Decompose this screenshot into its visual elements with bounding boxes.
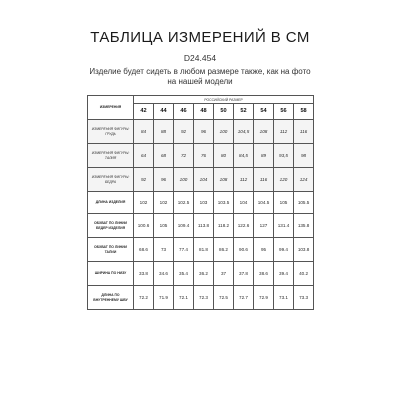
measurement-value: 77.4 xyxy=(174,238,194,262)
size-header-cell: 46 xyxy=(174,104,194,120)
article-number: D24.454 xyxy=(183,53,217,63)
measurement-row xyxy=(88,168,314,192)
size-header-cell: 50 xyxy=(214,104,234,120)
measurement-value: 104 xyxy=(234,192,254,214)
measurement-value: 100 xyxy=(174,168,194,192)
measurement-value: 98 xyxy=(294,144,314,168)
measurement-value: 103.5 xyxy=(214,192,234,214)
measurement-value: 103.8 xyxy=(294,238,314,262)
size-header-cell: 48 xyxy=(194,104,214,120)
measurement-label: ОБХВАТ ПО ЛИНИИ БЕДЕР ИЗДЕЛИЯ xyxy=(88,214,134,238)
measurement-label: ИЗМЕРЕНИЯ ФИГУРЫ: ГРУДЬ xyxy=(88,120,134,144)
measurement-value: 112 xyxy=(234,168,254,192)
measurement-value: 36.2 xyxy=(194,262,214,286)
measurement-row xyxy=(88,214,314,238)
measurement-value: 131.4 xyxy=(274,214,294,238)
page-title: ТАБЛИЦА ИЗМЕРЕНИЙ В СМ xyxy=(90,29,310,46)
measurement-value: 37 xyxy=(214,262,234,286)
measurement-value: 127 xyxy=(254,214,274,238)
measurement-value: 89 xyxy=(254,144,274,168)
measurement-value: 102 xyxy=(134,192,154,214)
measurement-label: ИЗМЕРЕНИЯ ФИГУРЫ: ТАЛИЯ xyxy=(88,144,134,168)
measurement-value: 118.2 xyxy=(214,214,234,238)
measurement-value: 72.1 xyxy=(174,286,194,310)
measurement-value: 72.9 xyxy=(254,286,274,310)
corner-label: ИЗМЕРЕНИЯ xyxy=(88,96,134,120)
measurement-value: 84,5 xyxy=(234,144,254,168)
measurement-value: 81.8 xyxy=(194,238,214,262)
measurement-value: 105 xyxy=(154,214,174,238)
measurement-value: 72.5 xyxy=(214,286,234,310)
measurement-label: ДЛИНА ПО ВНУТРЕННЕМУ ШВУ xyxy=(88,286,134,310)
measurement-value: 40.2 xyxy=(294,262,314,286)
fit-note: Изделие будет сидеть в любом размере также, как на фото на нашей модели xyxy=(89,67,311,86)
measurement-value: 88 xyxy=(154,120,174,144)
measurement-value: 108 xyxy=(254,120,274,144)
measurement-value: 92 xyxy=(174,120,194,144)
size-header-cell: 56 xyxy=(274,104,294,120)
measurement-row xyxy=(88,120,314,144)
measurement-value: 39.4 xyxy=(274,262,294,286)
measurement-value: 95 xyxy=(254,238,274,262)
measurement-value: 73.3 xyxy=(294,286,314,310)
measurement-label: ИЗМЕРЕНИЯ ФИГУРЫ: БЕДРА xyxy=(88,168,134,192)
measurement-value: 99.4 xyxy=(274,238,294,262)
measurement-value: 100.6 xyxy=(134,214,154,238)
measurement-value: 33.8 xyxy=(134,262,154,286)
measurement-value: 96 xyxy=(154,168,174,192)
measurement-row xyxy=(88,286,314,310)
measurement-value: 92 xyxy=(134,168,154,192)
measurement-value: 112 xyxy=(274,120,294,144)
measurement-value: 72.7 xyxy=(234,286,254,310)
measurement-value: 116 xyxy=(294,120,314,144)
measurement-value: 100 xyxy=(214,120,234,144)
size-header-cell: 52 xyxy=(234,104,254,120)
measurement-value: 68 xyxy=(154,144,174,168)
size-header-cell: 44 xyxy=(154,104,174,120)
measurement-value: 84 xyxy=(134,120,154,144)
measurement-value: 34.6 xyxy=(154,262,174,286)
measurement-value: 71.9 xyxy=(154,286,174,310)
measurement-value: 64 xyxy=(134,144,154,168)
measurement-value: 109.4 xyxy=(174,214,194,238)
measurement-value: 35.4 xyxy=(174,262,194,286)
measurement-value: 116 xyxy=(254,168,274,192)
measurement-value: 37.8 xyxy=(234,262,254,286)
measurement-label: ШИРИНА ПО НИЗУ xyxy=(88,262,134,286)
measurement-value: 135.8 xyxy=(294,214,314,238)
measurement-value: 105 xyxy=(274,192,294,214)
measurement-value: 38.6 xyxy=(254,262,274,286)
measurement-label: ОБХВАТ ПО ЛИНИИ ТАЛИИ xyxy=(88,238,134,262)
measurement-value: 90.6 xyxy=(234,238,254,262)
measurement-value: 103 xyxy=(194,192,214,214)
measurement-value: 120 xyxy=(274,168,294,192)
measurement-row xyxy=(88,144,314,168)
measurement-value: 108 xyxy=(214,168,234,192)
size-header-cell: 42 xyxy=(134,104,154,120)
measurement-value: 113.8 xyxy=(194,214,214,238)
measurement-value: 93,5 xyxy=(274,144,294,168)
measurement-value: 86.2 xyxy=(214,238,234,262)
measurement-row xyxy=(88,262,314,286)
size-header-cell: 58 xyxy=(294,104,314,120)
size-header-cell: 54 xyxy=(254,104,274,120)
measurement-row xyxy=(88,192,314,214)
measurement-value: 73.1 xyxy=(274,286,294,310)
measurement-value: 68.6 xyxy=(134,238,154,262)
measurement-value: 122.6 xyxy=(234,214,254,238)
size-table xyxy=(87,95,314,310)
measurement-value: 104 xyxy=(194,168,214,192)
measurement-row xyxy=(88,238,314,262)
measurement-value: 72.3 xyxy=(194,286,214,310)
measurement-value: 76 xyxy=(194,144,214,168)
measurement-value: 96 xyxy=(194,120,214,144)
measurement-value: 105.5 xyxy=(294,192,314,214)
measurement-label: ДЛИНА ИЗДЕЛИЯ xyxy=(88,192,134,214)
measurement-value: 104.5 xyxy=(254,192,274,214)
measurement-value: 72 xyxy=(174,144,194,168)
measurement-value: 72.2 xyxy=(134,286,154,310)
measurement-value: 102.5 xyxy=(174,192,194,214)
russian-size-header: РОССИЙСКИЙ РАЗМЕР xyxy=(134,96,314,104)
measurement-value: 102 xyxy=(154,192,174,214)
measurement-value: 104,5 xyxy=(234,120,254,144)
measurement-value: 124 xyxy=(294,168,314,192)
measurement-value: 80 xyxy=(214,144,234,168)
measurement-value: 73 xyxy=(154,238,174,262)
